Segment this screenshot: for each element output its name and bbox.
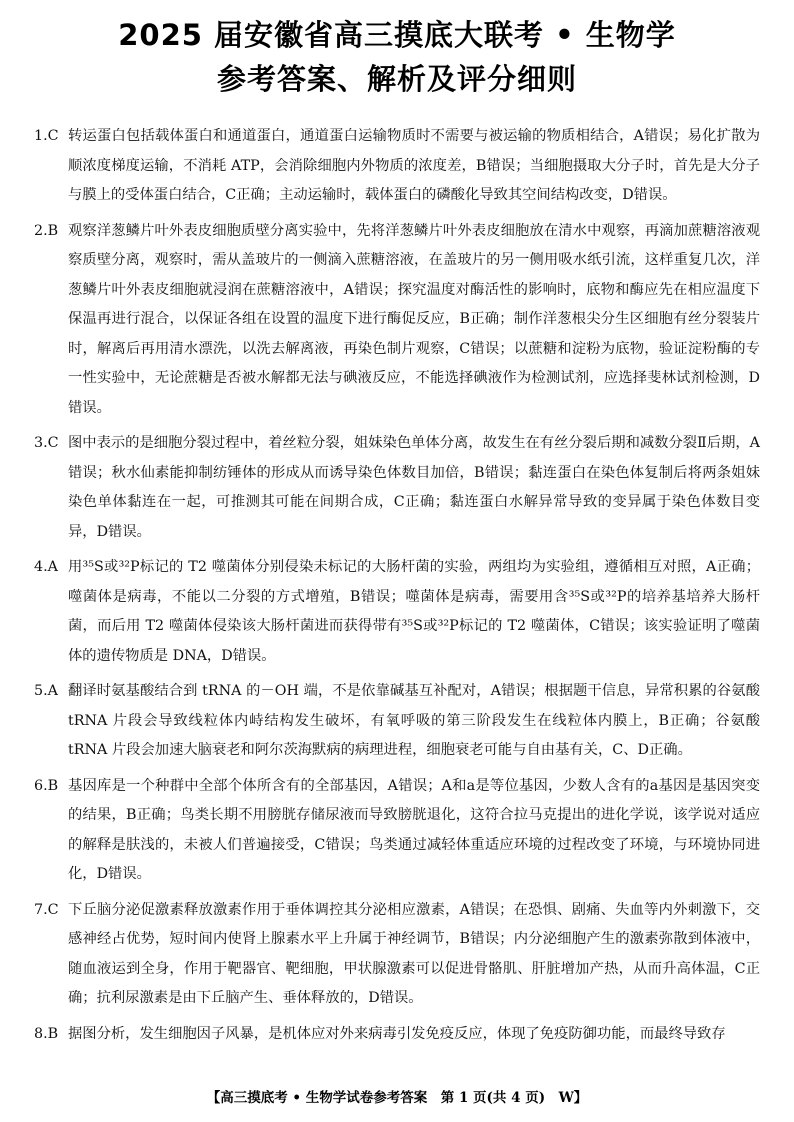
answer-number: 1.C	[34, 128, 59, 144]
answer-item-2	[34, 217, 760, 424]
answer-explanation: 观察洋葱鳞片叶外表皮细胞质壁分离实验中，先将洋葱鳞片叶外表皮细胞放在清水中观察，再滴加蔗糖溶液观察质壁分离，观察时，需从盖玻片的一侧滴入蔗糖溶液，在盖玻片的另一侧用吸水纸引流，这样重复几次，洋葱鳞片叶外表皮细胞就浸润在蔗糖溶液中，A错误；探究温度对酶活性的影响时，底物和酶应先在相应温度下保温再进行混合，以保证各组在设置的温度下进行酶促反应，B正确；制作洋葱根尖分生区细胞有丝分裂装片时，解离后再用清水漂洗，以洗去解离液，再染色制片观察，C错误；以蔗糖和淀粉为底物，验证淀粉酶的专一性实验中，无论蔗糖是否被水解都无法与碘液反应，不能选择碘液作为检测试剂，应选择斐林试剂检测，D错误。	[68, 222, 760, 416]
answer-item-4	[34, 553, 760, 671]
answer-explanation: 转运蛋白包括载体蛋白和通道蛋白，通道蛋白运输物质时不需要与被运输的物质相结合，A错误；易化扩散为顺浓度梯度运输，不消耗 ATP，会消除细胞内外物质的浓度差，B错误；当细胞摄取大分子时，首先是大分子与膜上的受体蛋白结合，C正确；主动运输时，载体蛋白的磷酸化导致其空间结构改变，D错误。	[68, 128, 760, 203]
answer-number: 7.C	[34, 901, 59, 918]
answer-item-8	[34, 1020, 760, 1050]
answer-item-3	[34, 429, 760, 547]
answer-number: 4.A	[34, 559, 58, 575]
page-footer: 【高三摸底考 • 生物学试卷参考答案 第 1 页(共 4 页) W】	[206, 1090, 588, 1106]
answer-number: 6.B	[34, 777, 59, 794]
answer-item-6	[34, 772, 760, 890]
answer-number: 8.B	[34, 1025, 59, 1042]
answer-item-5	[34, 677, 760, 766]
answer-item-7	[34, 896, 760, 1014]
answer-explanation: 下丘脑分泌促激素释放激素作用于垂体调控其分泌相应激素，A错误；在恐惧、剧痛、失血等内外刺激下，交感神经占优势，短时间内使肾上腺素水平上升属于神经调节，B错误；内分泌细胞产生的激素弥散到体液中，随血液运到全身，作用于靶器官、靶细胞，甲状腺激素可以促进骨骼肌、肝脏增加产热，从而升高体温，C正确；抗利尿激素是由下丘脑产生、垂体释放的，D错误。	[68, 901, 760, 1006]
answer-explanation: 图中表示的是细胞分裂过程中，着丝粒分裂，姐妹染色单体分离，故发生在有丝分裂后期和减数分裂Ⅱ后期，A错误；秋水仙素能抑制纺锤体的形成从而诱导染色体数目加倍，B错误；黏连蛋白在染色体复制后将两条姐妹染色单体黏连在一起，可推测其可能在间期合成，C正确；黏连蛋白水解异常导致的变异属于染色体数目变异，D错误。	[68, 435, 760, 540]
answer-item-1	[34, 122, 760, 211]
answer-explanation: 翻译时氨基酸结合到 tRNA 的－OH 端，不是依靠碱基互补配对，A错误；根据题干信息，异常积累的谷氨酸 tRNA 片段会导致线粒体内峙结构发生破坏，有氧呼吸的第三阶段发生在线粒体内膜上，B正确；谷氨酸 tRNA 片段会加速大脑衰老和阿尔茨海默病的病理进程，细胞衰老可能与自由基有关，C、D正确。	[68, 683, 760, 758]
answer-number: 3.C	[34, 435, 59, 451]
answer-explanation: 基因库是一个种群中全部个体所含有的全部基因，A错误；A和a是等位基因，少数人含有的a基因是基因突变的结果，B正确；鸟类长期不用膀胱存储尿液而导致膀胱退化，这符合拉马克提出的进化学说，该学说对适应的解释是肤浅的，未被人们普遍接受，C错误；鸟类通过减轻体重适应环境的过程改变了环境，与环境协同进化，D错误。	[68, 777, 760, 882]
document-title: 2025 届安徽省高三摸底大联考 • 生物学	[118, 18, 676, 52]
answer-number: 5.A	[34, 683, 58, 699]
document-subtitle: 参考答案、解析及评分细则	[216, 62, 577, 96]
answer-list	[34, 122, 760, 1055]
answer-number: 2.B	[34, 222, 59, 239]
answer-explanation: 据图分析，发生细胞因子风暴，是机体应对外来病毒引发免疫反应，体现了免疫防御功能，而最终导致存	[68, 1025, 726, 1042]
answer-explanation: 用³⁵S或³²P标记的 T2 噬菌体分别侵染未标记的大肠杆菌的实验，两组均为实验组，遵循相互对照，A正确；噬菌体是病毒，不能以二分裂的方式增殖，B错误；噬菌体是病毒，需要用含³⁵S或³²P的培养基培养大肠杆菌，而后用 T2 噬菌体侵染该大肠杆菌进而获得带有³⁵S或³²P标记的 T2 噬菌体，C错误；该实验证明了噬菌体的遗传物质是 DNA，D错误。	[68, 559, 760, 664]
